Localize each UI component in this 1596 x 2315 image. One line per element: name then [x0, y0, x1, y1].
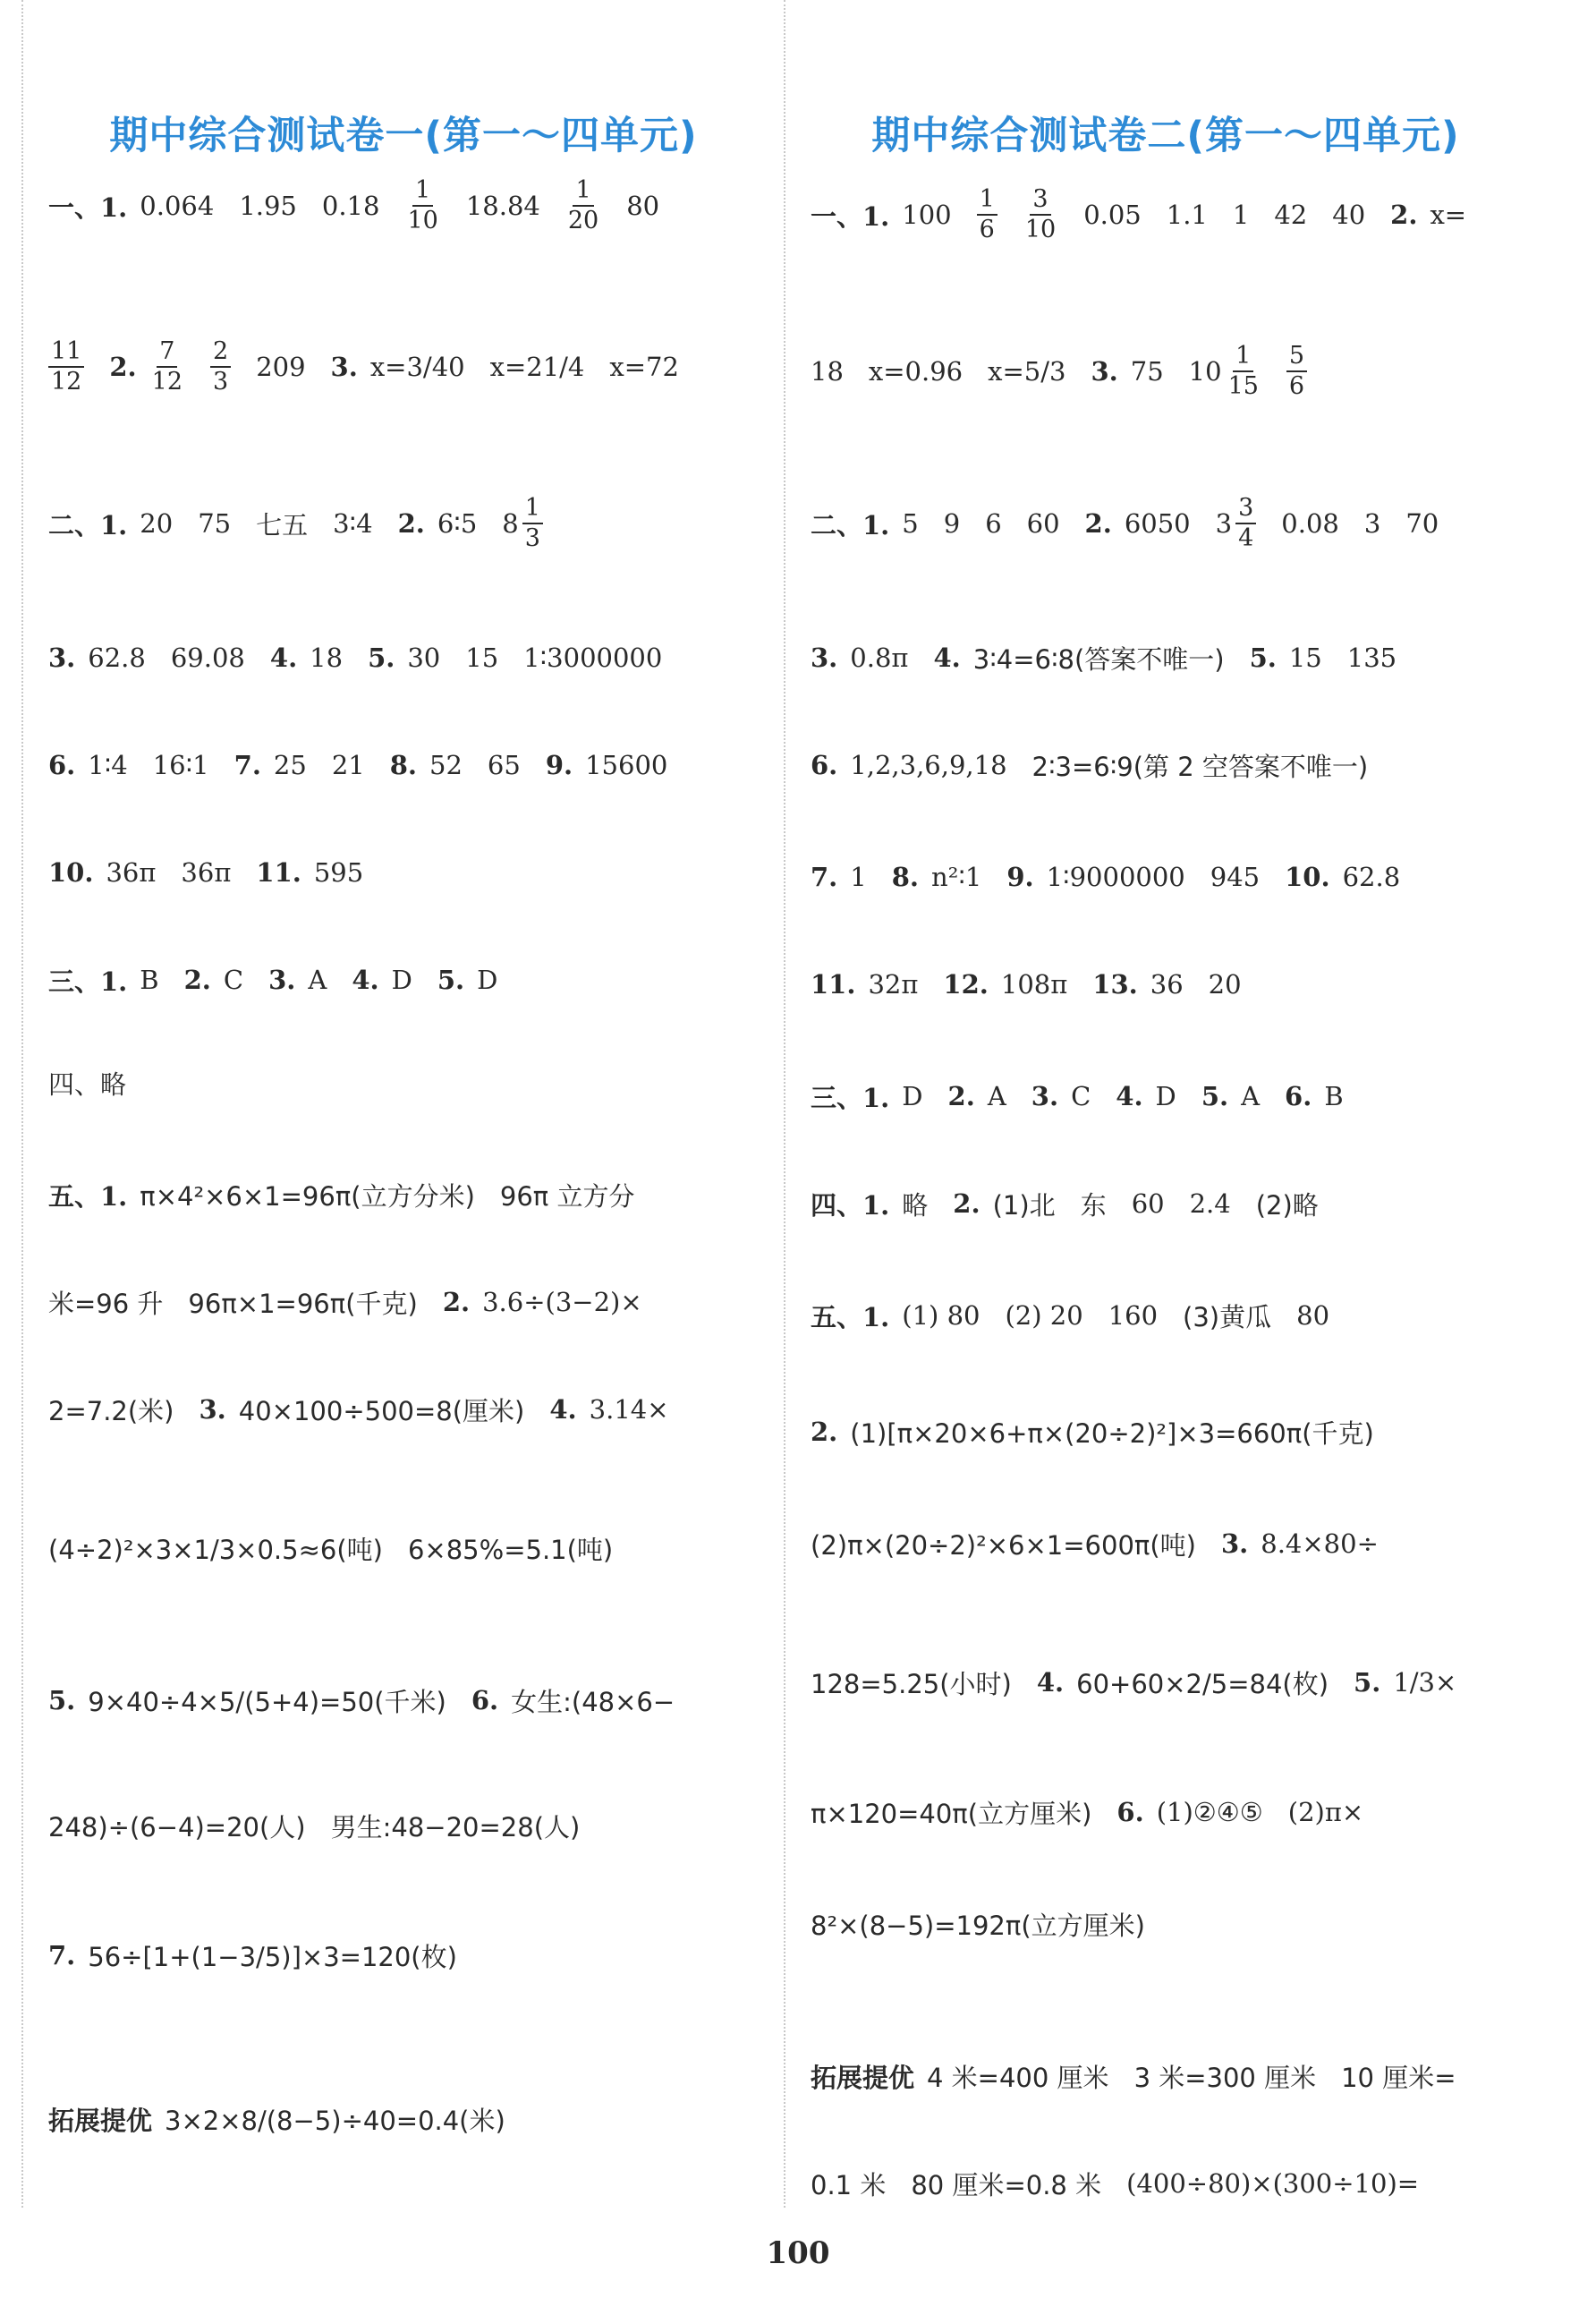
answer-text: (3)黄瓜	[1183, 1301, 1272, 1332]
answer-text: 70	[1405, 508, 1439, 539]
fraction-value	[1286, 341, 1307, 400]
question-number: 5.	[368, 643, 395, 673]
right-answer-line	[811, 166, 1537, 264]
answer-text: 2.4	[1189, 1188, 1231, 1219]
answer-text: 女生:(48×6−	[511, 1686, 675, 1717]
question-number: 拓展提优	[48, 2105, 153, 2136]
answer-text: 1,2,3,6,9,18	[850, 750, 1007, 780]
answer-text: 3.14×	[589, 1394, 669, 1425]
answer-text: x=21/4	[489, 352, 585, 382]
right-answer-line	[811, 1383, 1537, 1481]
question-number: 一、1.	[48, 191, 128, 223]
right-answer-line	[811, 1494, 1537, 1593]
answer-text: 15600	[585, 750, 668, 780]
question-number: 4.	[933, 643, 961, 673]
answer-text: 3×2×8/(8−5)÷40=0.4(米)	[165, 2105, 505, 2136]
answer-text: 6050	[1124, 508, 1191, 539]
question-number: 4.	[549, 1394, 577, 1425]
answer-text: π×120=40π(立方厘米)	[811, 1798, 1092, 1829]
answer-text: (1)[π×20×6+π×(20÷2)²]×3=660π(千克)	[850, 1417, 1374, 1449]
fraction: $\frac{3}{10}$	[1024, 184, 1057, 243]
answer-text: 100	[902, 200, 952, 230]
right-column	[784, 0, 1546, 2208]
question-number: 5.	[1201, 1081, 1229, 1111]
question-number: 3.	[1031, 1081, 1059, 1111]
right-answer-line	[811, 935, 1537, 1034]
left-answer-line	[48, 609, 775, 707]
question-number: 10.	[1285, 862, 1330, 892]
question-number: 五、1.	[811, 1301, 890, 1332]
answer-text: 75	[198, 508, 232, 539]
answer-text: 3	[1363, 508, 1381, 539]
right-answer-line	[811, 716, 1537, 814]
left-answer-line	[48, 1499, 775, 1597]
answer-text: 1.95	[239, 191, 297, 221]
question-number: 5.	[1249, 643, 1277, 673]
answer-text: (2)π×	[1287, 1797, 1364, 1827]
answer-text: 米=96 升	[48, 1288, 164, 1319]
question-number: 三、1.	[811, 1082, 890, 1113]
question-number: 5.	[48, 1685, 76, 1715]
answer-text: 595	[313, 857, 364, 888]
answer-text: 男生:48−20=28(人)	[330, 1811, 581, 1843]
answer-text: 东	[1080, 1189, 1107, 1221]
answer-text: 七五	[256, 509, 309, 540]
fraction: $\frac{3}{4}$	[1235, 496, 1256, 552]
fraction: $\frac{1}{3}$	[522, 496, 543, 552]
answer-text: π×4²×6×1=96π(立方分米)	[140, 1180, 475, 1212]
answer-text: 60+60×2/5=84(枚)	[1076, 1668, 1329, 1699]
fraction: $\frac{11}{12}$	[48, 339, 84, 396]
answer-text: A	[308, 965, 327, 995]
answer-text: 248)÷(6−4)=20(人)	[48, 1811, 306, 1843]
answer-text: 62.8	[88, 643, 146, 673]
answer-text: (1)②④⑤	[1156, 1797, 1263, 1827]
right-answer-line	[811, 1763, 1537, 1861]
answer-text: 60	[1026, 508, 1060, 539]
answer-text: B	[140, 965, 159, 995]
answer-text: 160	[1108, 1300, 1159, 1331]
question-number: 2.	[1390, 200, 1418, 230]
answer-text: 36π	[181, 857, 232, 888]
question-number: 五、1.	[48, 1180, 128, 1212]
page-number: 100	[766, 2235, 830, 2271]
answer-text: 30	[407, 643, 441, 673]
question-number: 二、1.	[48, 509, 128, 540]
left-answer-line	[48, 1034, 775, 1132]
right-answer-line	[811, 609, 1537, 707]
question-number: 4.	[1036, 1667, 1065, 1698]
question-number: 3.	[1220, 1528, 1249, 1559]
question-number: 三、1.	[48, 966, 128, 997]
answer-text: x=3/40	[369, 352, 465, 382]
answer-text: 69.08	[170, 643, 245, 673]
answer-text: 3∶4=6∶8(答案不唯一)	[972, 643, 1225, 675]
question-number: 拓展提优	[811, 2062, 915, 2093]
answer-text: 1∶4	[88, 750, 128, 780]
answer-text: 0.064	[140, 191, 215, 221]
right-title: 期中综合测试卷二(第一～四单元)	[871, 114, 1460, 158]
answer-text: (1)北	[992, 1189, 1056, 1221]
answer-text: x=	[1430, 200, 1467, 230]
question-number: 5.	[1354, 1667, 1381, 1698]
left-answer-line	[48, 1906, 775, 2004]
question-number: 4.	[1116, 1081, 1143, 1111]
question-number: 3.	[199, 1394, 226, 1425]
answer-text: 四、略	[48, 1068, 127, 1100]
answer-text: 6	[985, 508, 1002, 539]
question-number: 11.	[811, 969, 856, 1000]
mixed-number: 3 $\frac{3}{4}$	[1216, 496, 1257, 552]
answer-text: x=5/3	[988, 356, 1066, 387]
answer-text: x=72	[609, 352, 679, 382]
left-answer-line	[48, 474, 775, 573]
answer-text: 15	[465, 643, 499, 673]
question-number: 2.	[953, 1188, 981, 1219]
question-number: 6.	[48, 750, 76, 780]
question-number: 7.	[811, 862, 838, 892]
answer-text: x=0.96	[868, 356, 964, 387]
answer-text: 80 厘米=0.8 米	[911, 2169, 1102, 2200]
question-number: 2.	[442, 1287, 471, 1317]
right-answer-line	[811, 2027, 1537, 2125]
question-number: 3.	[1091, 356, 1118, 387]
question-number: 12.	[943, 969, 989, 1000]
answer-text: 18.84	[465, 191, 540, 221]
left-answer-line	[48, 1360, 775, 1459]
question-number: 3.	[268, 965, 296, 995]
answer-text: 36π	[106, 857, 157, 888]
answer-text: 0.18	[321, 191, 380, 221]
answer-text: 16∶1	[152, 750, 209, 780]
question-number: 4.	[269, 643, 298, 673]
left-answer-line	[48, 1776, 775, 1875]
fraction-value	[1023, 184, 1058, 243]
answer-text: 0.08	[1281, 508, 1339, 539]
answer-text: 62.8	[1342, 862, 1401, 892]
question-number: 9.	[1006, 862, 1034, 892]
question-number: 二、1.	[811, 509, 890, 540]
question-number: 5.	[437, 965, 465, 995]
question-number: 2.	[811, 1417, 838, 1447]
answer-text: 0.8π	[850, 643, 909, 673]
answer-text: 1	[850, 862, 867, 892]
right-answer-line	[811, 474, 1537, 573]
question-number: 2.	[947, 1081, 975, 1111]
question-number: 2.	[1084, 508, 1112, 539]
fraction: $\frac{2}{3}$	[210, 339, 231, 396]
answer-text: 2=7.2(米)	[48, 1395, 174, 1426]
answer-text: 20	[1208, 969, 1242, 1000]
answer-text: 9	[943, 508, 961, 539]
fraction: $\frac{1}{10}$	[407, 175, 438, 234]
question-number: 10.	[48, 857, 94, 888]
answer-text: 56÷[1+(1−3/5)]×3=120(枚)	[88, 1941, 457, 1972]
question-number: 2.	[397, 508, 425, 539]
answer-text: 0.1 米	[811, 2169, 887, 2200]
answer-text: (2) 20	[1005, 1300, 1083, 1331]
question-number: 6.	[471, 1685, 499, 1715]
fraction-value	[977, 184, 998, 243]
left-answer-line	[48, 716, 775, 814]
question-number: 2.	[183, 965, 211, 995]
answer-text: 1∶3000000	[523, 643, 663, 673]
question-number: 13.	[1092, 969, 1138, 1000]
mixed-number: 8 $\frac{1}{3}$	[502, 496, 543, 552]
answer-text: 1.1	[1166, 200, 1208, 230]
answer-text: 21	[331, 750, 365, 780]
fraction-value	[48, 336, 84, 396]
answer-text: A	[1241, 1081, 1261, 1111]
answer-text: 60	[1131, 1188, 1165, 1219]
fraction-value	[565, 175, 601, 234]
answer-text: 18	[811, 356, 844, 387]
answer-text: 96π×1=96π(千克)	[188, 1288, 418, 1319]
left-answer-line	[48, 1253, 775, 1351]
question-number: 8.	[891, 862, 920, 892]
right-answer-line	[811, 2134, 1537, 2233]
right-answer-line	[811, 1266, 1537, 1365]
question-number: 6.	[1116, 1797, 1144, 1827]
fraction-value	[210, 336, 231, 396]
right-answer-line	[811, 828, 1537, 926]
right-answer-line	[811, 1154, 1537, 1253]
answer-text: D	[902, 1081, 923, 1111]
left-answer-line	[48, 157, 775, 255]
question-number: 9.	[545, 750, 573, 780]
answer-text: 32π	[868, 969, 919, 1000]
right-answer-line	[811, 1047, 1537, 1145]
answer-text: 3.6÷(3−2)×	[482, 1287, 642, 1317]
right-answer-line	[811, 322, 1537, 421]
question-number: 8.	[389, 750, 418, 780]
question-number: 3.	[48, 643, 76, 673]
left-answer-line	[48, 318, 775, 416]
question-number: 6.	[1285, 1081, 1312, 1111]
fraction: $\frac{1}{6}$	[977, 187, 998, 243]
answer-text: 9×40÷4×5/(5+4)=50(千米)	[88, 1686, 446, 1717]
answer-text: C	[223, 965, 244, 995]
answer-text: 40×100÷500=8(厘米)	[238, 1395, 525, 1426]
answer-text: 80	[626, 191, 660, 221]
left-answer-line	[48, 823, 775, 922]
answer-text: 80	[1296, 1300, 1330, 1331]
fraction: $\frac{1}{15}$	[1227, 341, 1259, 400]
answer-text: 40	[1332, 200, 1366, 230]
answer-text: 20	[140, 508, 174, 539]
fraction-value	[149, 336, 185, 396]
answer-text: (2)略	[1255, 1189, 1319, 1221]
answer-text: 209	[256, 352, 306, 382]
question-number: 11.	[256, 857, 301, 888]
answer-text: C	[1071, 1081, 1091, 1111]
answer-text: 128=5.25(小时)	[811, 1668, 1012, 1699]
question-number: 7.	[233, 750, 261, 780]
answer-text: 3 米=300 厘米	[1133, 2062, 1317, 2093]
answer-text: 1∶9000000	[1046, 862, 1185, 892]
answer-text: B	[1324, 1081, 1344, 1111]
answer-text: 6×85%=5.1(吨)	[407, 1534, 614, 1565]
answer-text: 8²×(8−5)=192π(立方厘米)	[811, 1910, 1145, 1941]
answer-text: A	[987, 1081, 1006, 1111]
answer-text: 8.4×80÷	[1261, 1528, 1379, 1559]
answer-text: 4 米=400 厘米	[927, 2062, 1109, 2093]
answer-text: 96π 立方分	[499, 1180, 635, 1212]
answer-text: (400÷80)×(300÷10)=	[1126, 2168, 1420, 2199]
answer-text: 1/3×	[1393, 1667, 1457, 1698]
right-answer-line	[811, 1875, 1537, 1973]
fraction-value	[404, 175, 440, 234]
answer-text: 略	[902, 1189, 929, 1221]
left-answer-line	[48, 931, 775, 1029]
answer-text: 945	[1210, 862, 1261, 892]
answer-text: 1	[1232, 200, 1250, 230]
answer-text: (1) 80	[902, 1300, 981, 1331]
question-number: 一、1.	[811, 200, 890, 232]
question-number: 3.	[811, 643, 838, 673]
mixed-number: 10 $\frac{1}{15}$	[1189, 344, 1261, 400]
answer-text: 6∶5	[437, 508, 478, 539]
answer-text: 135	[1346, 643, 1397, 673]
question-number: 7.	[48, 1940, 76, 1970]
left-title: 期中综合测试卷一(第一～四单元)	[109, 114, 698, 158]
left-column	[21, 0, 784, 2208]
answer-text: D	[391, 965, 412, 995]
answer-text: 0.05	[1083, 200, 1142, 230]
left-answer-line	[48, 2070, 775, 2168]
answer-text: n²∶1	[931, 862, 982, 892]
answer-text: 15	[1288, 643, 1322, 673]
fraction: $\frac{5}{6}$	[1286, 344, 1307, 400]
answer-text: (2)π×(20÷2)²×6×1=600π(吨)	[811, 1529, 1196, 1561]
question-number: 4.	[352, 965, 379, 995]
answer-text: 36	[1150, 969, 1184, 1000]
answer-text: 25	[273, 750, 307, 780]
answer-text: 75	[1130, 356, 1164, 387]
left-answer-line	[48, 1651, 775, 1749]
answer-text: 2∶3=6∶9(第 2 空答案不唯一)	[1031, 751, 1369, 782]
answer-text: 42	[1274, 200, 1308, 230]
answer-text: 3∶4	[333, 508, 373, 539]
answer-text: (4÷2)²×3×1/3×0.5≈6(吨)	[48, 1534, 383, 1565]
question-number: 3.	[330, 352, 358, 382]
fraction: $\frac{1}{20}$	[567, 175, 599, 234]
answer-text: D	[1155, 1081, 1176, 1111]
answer-text: 108π	[1000, 969, 1068, 1000]
answer-text: 5	[902, 508, 919, 539]
answer-text: D	[477, 965, 498, 995]
right-answer-line	[811, 1633, 1537, 1732]
answer-text: 52	[429, 750, 463, 780]
question-number: 2.	[109, 352, 137, 382]
left-answer-line	[48, 1145, 775, 1244]
answer-text: 18	[310, 643, 344, 673]
answer-text: 10 厘米=	[1341, 2062, 1456, 2093]
answer-text: 65	[487, 750, 521, 780]
question-number: 四、1.	[811, 1189, 890, 1221]
question-number: 6.	[811, 750, 838, 780]
fraction: $\frac{7}{12}$	[151, 336, 183, 396]
